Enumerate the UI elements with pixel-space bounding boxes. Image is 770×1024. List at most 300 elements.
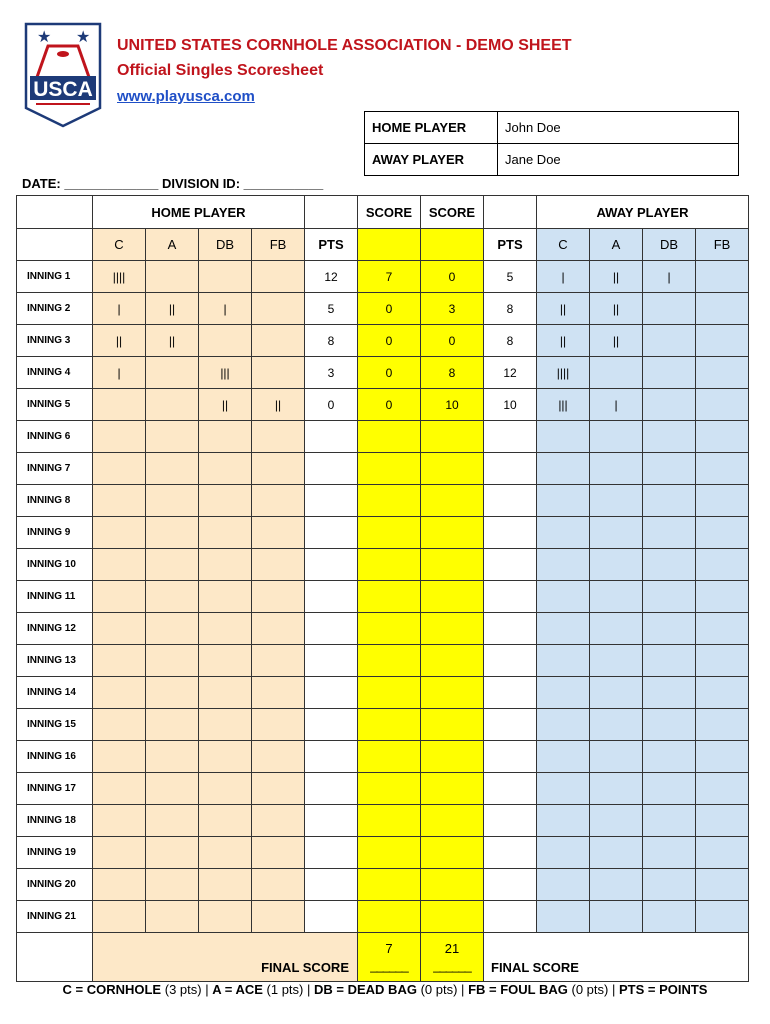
home-c-cell[interactable]: |||| bbox=[93, 261, 146, 293]
away-c-cell[interactable]: | bbox=[537, 261, 590, 293]
legend-ace: A = ACE bbox=[212, 982, 263, 997]
home-a-cell[interactable] bbox=[146, 613, 199, 645]
away-score-cell[interactable] bbox=[421, 741, 484, 773]
home-a-cell[interactable] bbox=[146, 869, 199, 901]
home-player-name[interactable]: John Doe bbox=[498, 112, 739, 144]
home-score-cell[interactable] bbox=[358, 901, 421, 933]
home-fb-cell[interactable] bbox=[252, 741, 305, 773]
home-score-cell[interactable] bbox=[358, 741, 421, 773]
home-score-cell[interactable] bbox=[358, 837, 421, 869]
home-c-cell[interactable] bbox=[93, 421, 146, 453]
home-pts-cell[interactable] bbox=[305, 709, 358, 741]
home-fb-cell[interactable] bbox=[252, 837, 305, 869]
svg-text:USCA: USCA bbox=[33, 78, 93, 101]
away-a-cell[interactable]: | bbox=[590, 389, 643, 421]
away-c-cell[interactable]: |||| bbox=[537, 357, 590, 389]
home-score-cell[interactable] bbox=[358, 869, 421, 901]
home-score-cell[interactable] bbox=[358, 485, 421, 517]
inning-label: INNING 14 bbox=[17, 677, 93, 709]
inning-label: INNING 5 bbox=[17, 389, 93, 421]
away-c-cell[interactable] bbox=[537, 901, 590, 933]
home-c-cell[interactable] bbox=[93, 805, 146, 837]
home-a-cell[interactable] bbox=[146, 901, 199, 933]
away-a-cell[interactable] bbox=[590, 837, 643, 869]
home-final-score-value: 7 bbox=[385, 941, 393, 956]
away-score-cell[interactable] bbox=[421, 805, 484, 837]
home-pts-cell[interactable]: 3 bbox=[305, 357, 358, 389]
home-a-cell[interactable] bbox=[146, 677, 199, 709]
away-a-cell[interactable] bbox=[590, 869, 643, 901]
inning-row bbox=[17, 517, 749, 549]
away-fb-cell[interactable] bbox=[696, 805, 749, 837]
away-c-cell[interactable] bbox=[537, 805, 590, 837]
home-db-cell[interactable] bbox=[199, 325, 252, 357]
home-col-a: A bbox=[146, 229, 199, 261]
home-a-cell[interactable] bbox=[146, 453, 199, 485]
home-c-cell[interactable] bbox=[93, 773, 146, 805]
away-score-cell[interactable]: 0 bbox=[421, 325, 484, 357]
home-pts-cell[interactable] bbox=[305, 421, 358, 453]
home-score-cell[interactable]: 7 bbox=[358, 261, 421, 293]
home-c-cell[interactable]: | bbox=[93, 357, 146, 389]
away-a-cell[interactable] bbox=[590, 773, 643, 805]
inning-label: INNING 20 bbox=[17, 869, 93, 901]
date-label: DATE: bbox=[22, 176, 61, 191]
home-db-cell[interactable]: || bbox=[199, 389, 252, 421]
home-score-cell[interactable] bbox=[358, 805, 421, 837]
home-pts-cell[interactable] bbox=[305, 485, 358, 517]
away-c-cell[interactable] bbox=[537, 581, 590, 613]
home-a-cell[interactable] bbox=[146, 389, 199, 421]
away-fb-cell[interactable] bbox=[696, 261, 749, 293]
away-pts-cell[interactable] bbox=[484, 485, 537, 517]
home-pts-cell[interactable] bbox=[305, 613, 358, 645]
home-score-cell[interactable] bbox=[358, 421, 421, 453]
away-a-cell[interactable] bbox=[590, 485, 643, 517]
away-c-cell[interactable] bbox=[537, 549, 590, 581]
away-a-cell[interactable] bbox=[590, 549, 643, 581]
away-col-db: DB bbox=[643, 229, 696, 261]
home-score-cell[interactable] bbox=[358, 677, 421, 709]
away-score-cell[interactable] bbox=[421, 709, 484, 741]
home-c-cell[interactable] bbox=[93, 677, 146, 709]
away-c-cell[interactable] bbox=[537, 453, 590, 485]
home-pts-cell[interactable] bbox=[305, 549, 358, 581]
home-db-cell[interactable] bbox=[199, 613, 252, 645]
home-fb-cell[interactable] bbox=[252, 645, 305, 677]
home-c-cell[interactable] bbox=[93, 453, 146, 485]
home-db-cell[interactable]: | bbox=[199, 293, 252, 325]
home-a-cell[interactable] bbox=[146, 421, 199, 453]
away-fb-cell[interactable] bbox=[696, 517, 749, 549]
away-score-cell[interactable]: 3 bbox=[421, 293, 484, 325]
away-a-cell[interactable] bbox=[590, 613, 643, 645]
home-fb-cell[interactable] bbox=[252, 325, 305, 357]
away-pts-cell[interactable] bbox=[484, 645, 537, 677]
away-pts-cell[interactable] bbox=[484, 517, 537, 549]
away-db-cell[interactable]: | bbox=[643, 261, 696, 293]
final-blank bbox=[17, 933, 93, 982]
away-fb-cell[interactable] bbox=[696, 549, 749, 581]
home-a-cell[interactable] bbox=[146, 773, 199, 805]
division-label: DIVISION ID: bbox=[162, 176, 241, 191]
home-db-cell[interactable] bbox=[199, 901, 252, 933]
home-c-cell[interactable] bbox=[93, 645, 146, 677]
home-db-cell[interactable] bbox=[199, 581, 252, 613]
legend-cornhole: C = CORNHOLE bbox=[62, 982, 162, 997]
svg-text:★: ★ bbox=[37, 27, 52, 46]
away-db-cell[interactable] bbox=[643, 805, 696, 837]
away-pts-cell[interactable] bbox=[484, 549, 537, 581]
away-c-cell[interactable] bbox=[537, 613, 590, 645]
away-pts-cell[interactable]: 8 bbox=[484, 293, 537, 325]
home-c-cell[interactable] bbox=[93, 485, 146, 517]
home-db-cell[interactable] bbox=[199, 485, 252, 517]
home-c-cell[interactable] bbox=[93, 869, 146, 901]
away-db-cell[interactable] bbox=[643, 421, 696, 453]
away-fb-cell[interactable] bbox=[696, 325, 749, 357]
home-fb-cell[interactable]: || bbox=[252, 389, 305, 421]
home-db-cell[interactable] bbox=[199, 517, 252, 549]
away-fb-cell[interactable] bbox=[696, 357, 749, 389]
home-pts-cell[interactable] bbox=[305, 741, 358, 773]
home-score-cell[interactable] bbox=[358, 709, 421, 741]
away-pts-cell[interactable] bbox=[484, 581, 537, 613]
home-c-cell[interactable] bbox=[93, 709, 146, 741]
inning-row bbox=[17, 453, 749, 485]
away-fb-cell[interactable] bbox=[696, 837, 749, 869]
home-pts-cell[interactable] bbox=[305, 901, 358, 933]
away-db-cell[interactable] bbox=[643, 517, 696, 549]
home-score-cell[interactable] bbox=[358, 517, 421, 549]
home-fb-cell[interactable] bbox=[252, 581, 305, 613]
away-fb-cell[interactable] bbox=[696, 741, 749, 773]
home-score-cell[interactable]: 0 bbox=[358, 357, 421, 389]
home-c-cell[interactable] bbox=[93, 837, 146, 869]
home-score-cell[interactable] bbox=[358, 581, 421, 613]
inning-row bbox=[17, 293, 749, 325]
header-row-2 bbox=[17, 229, 749, 261]
division-field[interactable]: ___________ bbox=[243, 176, 324, 191]
home-a-cell[interactable] bbox=[146, 261, 199, 293]
home-c-cell[interactable]: | bbox=[93, 293, 146, 325]
home-score-cell[interactable] bbox=[358, 613, 421, 645]
home-c-cell[interactable] bbox=[93, 741, 146, 773]
away-db-cell[interactable] bbox=[643, 773, 696, 805]
away-score-cell[interactable] bbox=[421, 645, 484, 677]
away-a-cell[interactable]: || bbox=[590, 325, 643, 357]
home-db-cell[interactable] bbox=[199, 741, 252, 773]
away-a-cell[interactable]: || bbox=[590, 261, 643, 293]
home-pts-cell[interactable]: 8 bbox=[305, 325, 358, 357]
away-c-cell[interactable] bbox=[537, 741, 590, 773]
home-final-score-label: FINAL SCORE bbox=[93, 933, 358, 982]
away-fb-cell[interactable] bbox=[696, 645, 749, 677]
home-a-cell[interactable] bbox=[146, 741, 199, 773]
home-c-cell[interactable] bbox=[93, 901, 146, 933]
home-fb-cell[interactable] bbox=[252, 517, 305, 549]
away-fb-cell[interactable] bbox=[696, 389, 749, 421]
home-pts-cell[interactable] bbox=[305, 581, 358, 613]
away-db-cell[interactable] bbox=[643, 901, 696, 933]
home-c-cell[interactable] bbox=[93, 549, 146, 581]
away-c-cell[interactable] bbox=[537, 517, 590, 549]
home-db-cell[interactable] bbox=[199, 549, 252, 581]
away-score-cell[interactable] bbox=[421, 773, 484, 805]
away-pts-cell[interactable] bbox=[484, 837, 537, 869]
header-blank bbox=[305, 196, 358, 229]
away-c-cell[interactable] bbox=[537, 709, 590, 741]
inning-label: INNING 19 bbox=[17, 837, 93, 869]
away-a-cell[interactable] bbox=[590, 421, 643, 453]
home-db-cell[interactable] bbox=[199, 837, 252, 869]
away-score-cell[interactable] bbox=[421, 549, 484, 581]
home-player-label: HOME PLAYER bbox=[365, 112, 498, 144]
home-db-cell[interactable] bbox=[199, 709, 252, 741]
home-fb-cell[interactable] bbox=[252, 453, 305, 485]
home-fb-cell[interactable] bbox=[252, 677, 305, 709]
home-db-cell[interactable] bbox=[199, 677, 252, 709]
home-a-cell[interactable] bbox=[146, 645, 199, 677]
away-pts-cell[interactable] bbox=[484, 901, 537, 933]
away-db-cell[interactable] bbox=[643, 709, 696, 741]
away-fb-cell[interactable] bbox=[696, 453, 749, 485]
home-c-cell[interactable] bbox=[93, 581, 146, 613]
away-a-cell[interactable] bbox=[590, 805, 643, 837]
away-pts-cell[interactable] bbox=[484, 805, 537, 837]
away-fb-cell[interactable] bbox=[696, 677, 749, 709]
home-fb-cell[interactable] bbox=[252, 261, 305, 293]
away-c-cell[interactable]: || bbox=[537, 293, 590, 325]
inning-label: INNING 10 bbox=[17, 549, 93, 581]
away-a-cell[interactable] bbox=[590, 581, 643, 613]
home-fb-cell[interactable] bbox=[252, 613, 305, 645]
away-score-cell[interactable]: 8 bbox=[421, 357, 484, 389]
away-a-cell[interactable]: || bbox=[590, 293, 643, 325]
home-pts-cell[interactable]: 12 bbox=[305, 261, 358, 293]
away-db-cell[interactable] bbox=[643, 613, 696, 645]
away-fb-cell[interactable] bbox=[696, 773, 749, 805]
legend-dead-bag-pts: (0 pts) bbox=[420, 982, 458, 997]
home-db-cell[interactable] bbox=[199, 453, 252, 485]
away-score-cell[interactable] bbox=[421, 677, 484, 709]
home-c-cell[interactable] bbox=[93, 613, 146, 645]
home-pts-cell[interactable] bbox=[305, 805, 358, 837]
inning-row bbox=[17, 869, 749, 901]
inning-row bbox=[17, 549, 749, 581]
home-c-cell[interactable] bbox=[93, 389, 146, 421]
away-a-cell[interactable] bbox=[590, 901, 643, 933]
away-a-cell[interactable] bbox=[590, 677, 643, 709]
home-pts-cell[interactable] bbox=[305, 773, 358, 805]
home-fb-cell[interactable] bbox=[252, 709, 305, 741]
away-db-cell[interactable] bbox=[643, 677, 696, 709]
home-db-cell[interactable] bbox=[199, 645, 252, 677]
away-db-cell[interactable] bbox=[643, 645, 696, 677]
home-final-score[interactable] bbox=[358, 933, 421, 982]
away-c-cell[interactable] bbox=[537, 773, 590, 805]
away-c-cell[interactable] bbox=[537, 485, 590, 517]
home-db-cell[interactable] bbox=[199, 773, 252, 805]
away-db-cell[interactable] bbox=[643, 581, 696, 613]
home-score-cell[interactable]: 0 bbox=[358, 389, 421, 421]
away-c-cell[interactable] bbox=[537, 869, 590, 901]
away-db-cell[interactable] bbox=[643, 741, 696, 773]
header-row-1 bbox=[17, 196, 749, 229]
header-blank bbox=[17, 229, 93, 261]
home-score-cell[interactable] bbox=[358, 773, 421, 805]
away-score-cell[interactable] bbox=[421, 453, 484, 485]
away-a-cell[interactable] bbox=[590, 453, 643, 485]
inning-label: INNING 4 bbox=[17, 357, 93, 389]
home-a-cell[interactable]: || bbox=[146, 293, 199, 325]
away-score-cell[interactable]: 10 bbox=[421, 389, 484, 421]
away-c-cell[interactable] bbox=[537, 421, 590, 453]
home-fb-cell[interactable] bbox=[252, 805, 305, 837]
away-db-cell[interactable] bbox=[643, 837, 696, 869]
away-pts-cell[interactable] bbox=[484, 613, 537, 645]
away-db-cell[interactable] bbox=[643, 485, 696, 517]
away-pts-cell[interactable]: 5 bbox=[484, 261, 537, 293]
away-db-cell[interactable] bbox=[643, 549, 696, 581]
home-score-cell[interactable] bbox=[358, 453, 421, 485]
home-db-cell[interactable] bbox=[199, 805, 252, 837]
website-link[interactable]: www.playusca.com bbox=[117, 88, 255, 105]
away-fb-cell[interactable] bbox=[696, 613, 749, 645]
home-player-header: HOME PLAYER bbox=[93, 196, 305, 229]
away-c-cell[interactable] bbox=[537, 677, 590, 709]
away-a-cell[interactable] bbox=[590, 741, 643, 773]
inning-label: INNING 18 bbox=[17, 805, 93, 837]
away-c-cell[interactable] bbox=[537, 837, 590, 869]
away-a-cell[interactable] bbox=[590, 357, 643, 389]
away-final-score-line: ______ bbox=[433, 958, 471, 973]
away-pts-cell[interactable] bbox=[484, 869, 537, 901]
home-fb-cell[interactable] bbox=[252, 901, 305, 933]
inning-row bbox=[17, 677, 749, 709]
away-pts-cell[interactable]: 8 bbox=[484, 325, 537, 357]
home-c-cell[interactable] bbox=[93, 517, 146, 549]
away-fb-cell[interactable] bbox=[696, 869, 749, 901]
home-score-cell[interactable]: 0 bbox=[358, 293, 421, 325]
home-c-cell[interactable]: || bbox=[93, 325, 146, 357]
home-col-c: C bbox=[93, 229, 146, 261]
away-pts-cell[interactable] bbox=[484, 741, 537, 773]
home-pts-cell[interactable] bbox=[305, 677, 358, 709]
away-a-cell[interactable] bbox=[590, 517, 643, 549]
away-db-cell[interactable] bbox=[643, 357, 696, 389]
home-col-db: DB bbox=[199, 229, 252, 261]
page-title: UNITED STATES CORNHOLE ASSOCIATION - DEMO SHEET bbox=[117, 37, 572, 54]
home-a-cell[interactable] bbox=[146, 485, 199, 517]
home-a-cell[interactable] bbox=[146, 581, 199, 613]
away-pts-cell[interactable] bbox=[484, 421, 537, 453]
home-score-cell[interactable]: 0 bbox=[358, 325, 421, 357]
away-pts-cell[interactable] bbox=[484, 709, 537, 741]
away-pts-cell[interactable] bbox=[484, 453, 537, 485]
home-db-cell[interactable] bbox=[199, 869, 252, 901]
date-field[interactable]: _____________ bbox=[64, 176, 159, 191]
home-fb-cell[interactable] bbox=[252, 293, 305, 325]
away-pts-cell[interactable] bbox=[484, 677, 537, 709]
away-fb-cell[interactable] bbox=[696, 581, 749, 613]
away-db-cell[interactable] bbox=[643, 293, 696, 325]
inning-row bbox=[17, 421, 749, 453]
away-db-cell[interactable] bbox=[643, 869, 696, 901]
home-db-cell[interactable]: ||| bbox=[199, 357, 252, 389]
home-fb-cell[interactable] bbox=[252, 869, 305, 901]
away-c-cell[interactable]: ||| bbox=[537, 389, 590, 421]
home-pts-cell[interactable] bbox=[305, 517, 358, 549]
home-pts-cell[interactable] bbox=[305, 837, 358, 869]
away-c-cell[interactable] bbox=[537, 645, 590, 677]
away-score-cell[interactable] bbox=[421, 581, 484, 613]
away-db-cell[interactable] bbox=[643, 453, 696, 485]
away-score-cell[interactable] bbox=[421, 517, 484, 549]
away-c-cell[interactable]: || bbox=[537, 325, 590, 357]
inning-label: INNING 11 bbox=[17, 581, 93, 613]
home-a-cell[interactable] bbox=[146, 549, 199, 581]
away-a-cell[interactable] bbox=[590, 645, 643, 677]
home-pts-cell[interactable] bbox=[305, 645, 358, 677]
home-pts-cell[interactable]: 0 bbox=[305, 389, 358, 421]
away-fb-cell[interactable] bbox=[696, 421, 749, 453]
home-score-cell[interactable] bbox=[358, 645, 421, 677]
home-fb-cell[interactable] bbox=[252, 773, 305, 805]
away-score-cell[interactable] bbox=[421, 837, 484, 869]
home-fb-cell[interactable] bbox=[252, 485, 305, 517]
inning-label: INNING 16 bbox=[17, 741, 93, 773]
away-fb-cell[interactable] bbox=[696, 293, 749, 325]
away-pts-cell[interactable]: 10 bbox=[484, 389, 537, 421]
away-final-score[interactable] bbox=[421, 933, 484, 982]
away-pts-cell[interactable]: 12 bbox=[484, 357, 537, 389]
home-a-cell[interactable] bbox=[146, 805, 199, 837]
home-fb-cell[interactable] bbox=[252, 549, 305, 581]
inning-row bbox=[17, 741, 749, 773]
home-pts-cell[interactable] bbox=[305, 453, 358, 485]
away-fb-cell[interactable] bbox=[696, 709, 749, 741]
home-db-cell[interactable] bbox=[199, 261, 252, 293]
away-score-cell[interactable] bbox=[421, 485, 484, 517]
away-db-cell[interactable] bbox=[643, 389, 696, 421]
away-player-name[interactable]: Jane Doe bbox=[498, 144, 739, 176]
away-db-cell[interactable] bbox=[643, 325, 696, 357]
away-score-cell[interactable] bbox=[421, 869, 484, 901]
home-fb-cell[interactable] bbox=[252, 421, 305, 453]
home-pts-cell[interactable]: 5 bbox=[305, 293, 358, 325]
home-a-cell[interactable] bbox=[146, 517, 199, 549]
away-score-cell[interactable] bbox=[421, 613, 484, 645]
home-db-cell[interactable] bbox=[199, 421, 252, 453]
away-player-label: AWAY PLAYER bbox=[365, 144, 498, 176]
inning-row bbox=[17, 805, 749, 837]
home-score-cell[interactable] bbox=[358, 549, 421, 581]
away-score-cell[interactable] bbox=[421, 901, 484, 933]
away-a-cell[interactable] bbox=[590, 709, 643, 741]
away-fb-cell[interactable] bbox=[696, 485, 749, 517]
away-score-cell[interactable] bbox=[421, 421, 484, 453]
home-a-cell[interactable] bbox=[146, 837, 199, 869]
home-a-cell[interactable] bbox=[146, 709, 199, 741]
home-a-cell[interactable] bbox=[146, 357, 199, 389]
away-score-cell[interactable]: 0 bbox=[421, 261, 484, 293]
away-fb-cell[interactable] bbox=[696, 901, 749, 933]
home-pts-cell[interactable] bbox=[305, 869, 358, 901]
home-fb-cell[interactable] bbox=[252, 357, 305, 389]
away-pts-cell[interactable] bbox=[484, 773, 537, 805]
home-a-cell[interactable]: || bbox=[146, 325, 199, 357]
